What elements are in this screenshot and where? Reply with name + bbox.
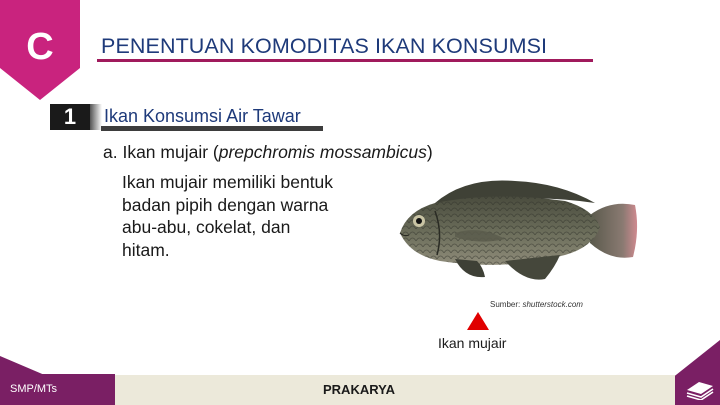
description-line: badan pipih dengan warna [122, 194, 329, 215]
item-heading-prefix: a. Ikan mujair ( [103, 142, 219, 162]
description-line: Ikan mujair memiliki bentuk [122, 172, 334, 192]
pointer-triangle-icon [467, 312, 489, 330]
subsection-title: Ikan Konsumsi Air Tawar [104, 106, 301, 126]
image-caption: Ikan mujair [438, 335, 507, 351]
book-logo-icon [685, 378, 715, 400]
subsection-underline [101, 126, 323, 131]
description-line: abu-abu, cokelat, dan [122, 217, 291, 237]
image-source-prefix: Sumber: [490, 300, 523, 309]
description [122, 171, 382, 261]
scientific-name: prepchromis mossambicus [218, 142, 427, 162]
fish-image [395, 175, 640, 287]
page-title: PENENTUAN KOMODITAS IKAN KONSUMSI [101, 34, 548, 58]
description-line: hitam. [122, 239, 170, 260]
item-heading-suffix: ) [426, 142, 433, 162]
subsection-number: 1 [50, 104, 90, 130]
section-letter: C [26, 26, 54, 68]
footer-brand: SMP/MTs [10, 383, 58, 395]
footer-subject: PRAKARYA [323, 382, 395, 397]
footer-bar [115, 375, 685, 405]
image-source-site: shutterstock.com [522, 300, 583, 309]
item-heading [103, 142, 433, 163]
image-source [490, 300, 583, 309]
title-underline [97, 59, 593, 62]
